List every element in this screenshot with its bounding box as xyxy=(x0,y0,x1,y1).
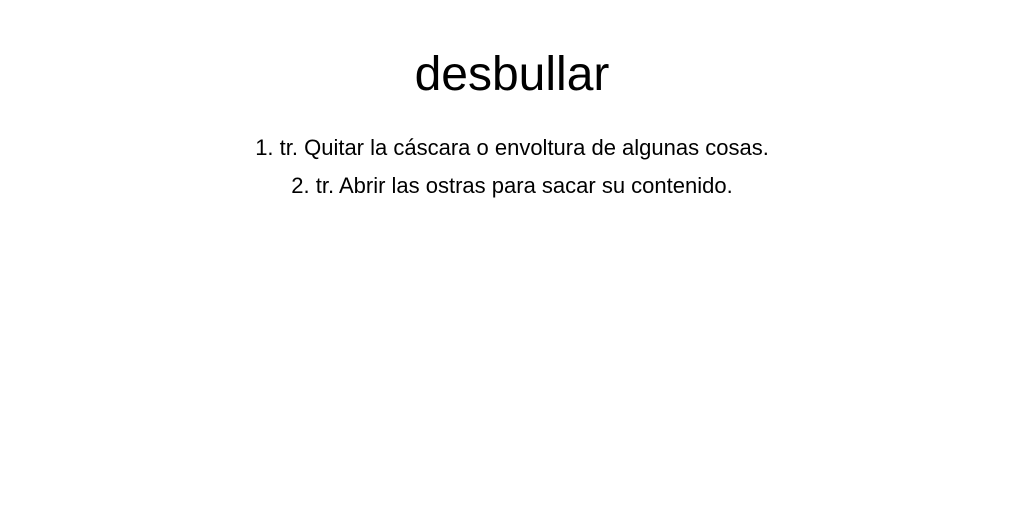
definition-list xyxy=(0,129,1024,205)
definition-item-1: 1. tr. Quitar la cáscara o envoltura de algunas cosas. xyxy=(255,135,769,160)
headword-title: desbullar xyxy=(414,48,610,101)
definition-item-2: 2. tr. Abrir las ostras para sacar su contenido. xyxy=(291,173,733,198)
